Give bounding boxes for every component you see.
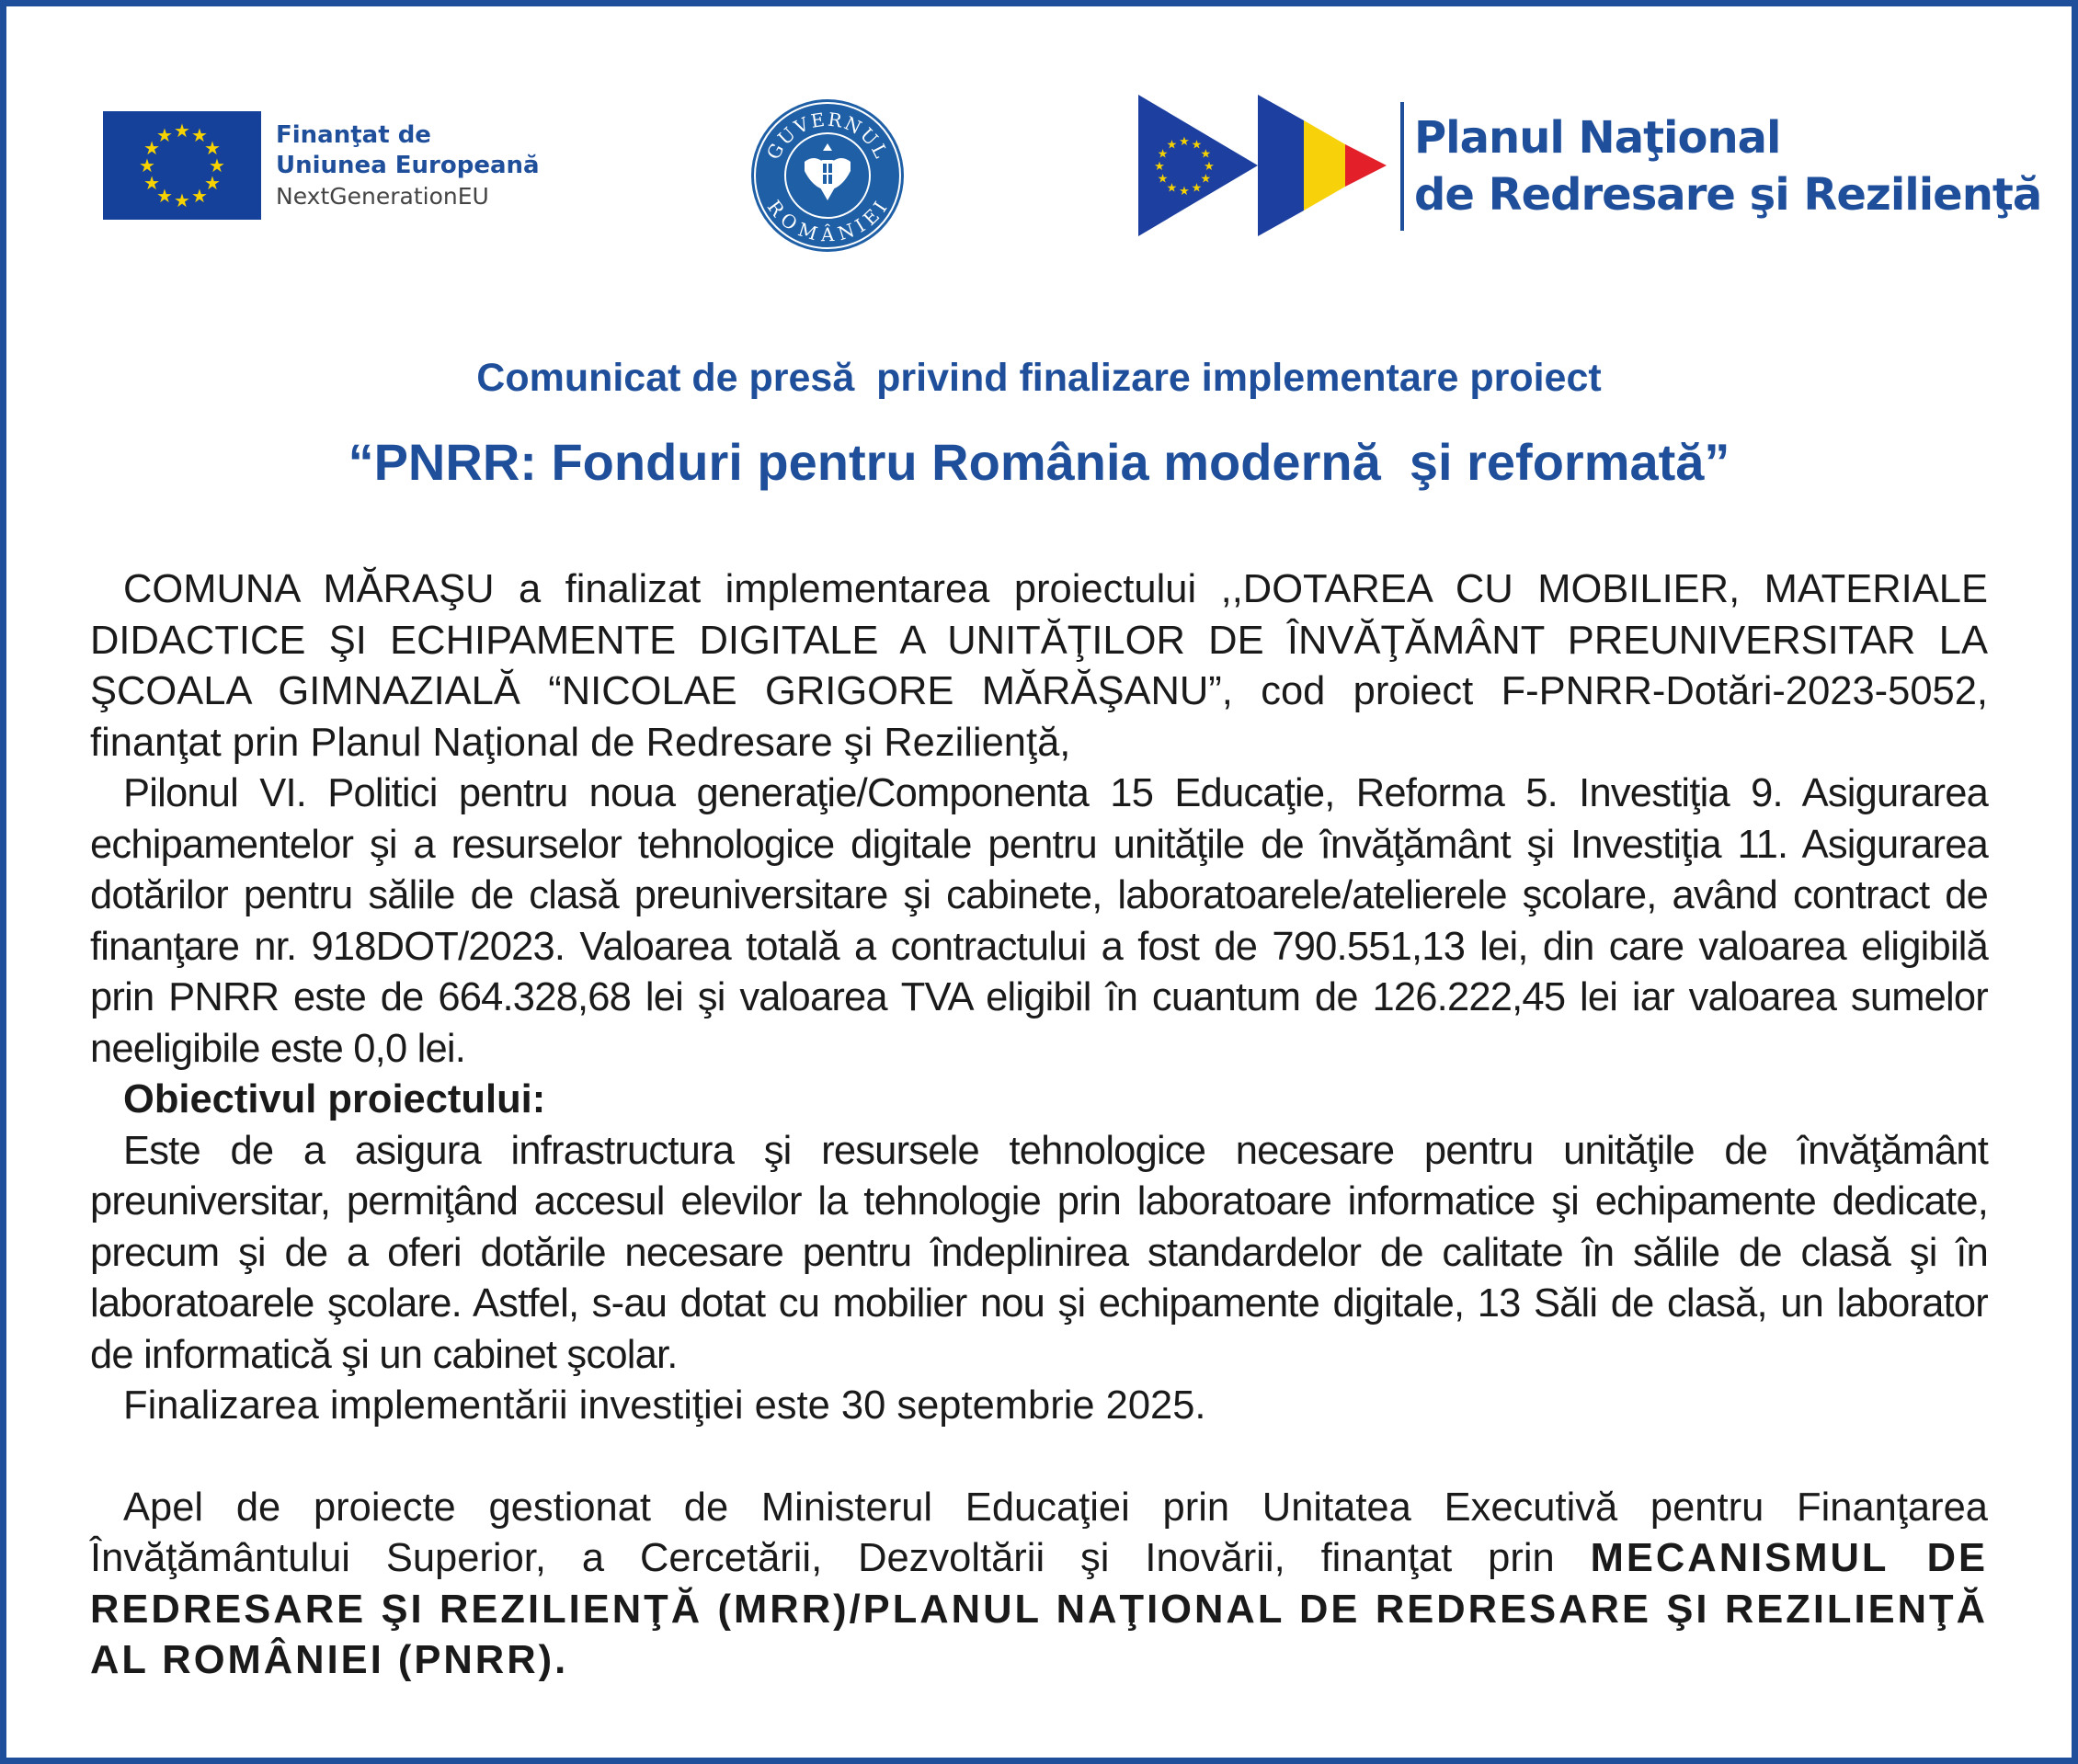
eu-funding-logo xyxy=(103,110,540,221)
eu-star-icon: ★ xyxy=(139,154,155,176)
pnrr-logo xyxy=(1138,95,2042,236)
paragraph-call-for-projects xyxy=(90,1483,1988,1687)
svg-text:GUVERNUL: GUVERNUL xyxy=(761,108,894,164)
pnrr-star-icon: ★ xyxy=(1157,172,1169,187)
pnrr-logo-line2: de Redresare şi Rezilienţă xyxy=(1414,169,2042,221)
press-release-subtitle: Comunicat de presă privind finalizare implementare proiect xyxy=(476,356,1602,400)
eu-logo-line3: NextGenerationEU xyxy=(276,182,489,210)
press-release-body xyxy=(90,564,1988,1687)
eu-star-icon: ★ xyxy=(143,172,161,194)
press-release-title: “PNRR: Fonduri pentru România modernă şi reformată” xyxy=(348,433,1730,491)
pnrr-divider xyxy=(1400,102,1404,231)
pnrr-star-icon: ★ xyxy=(1179,185,1190,199)
eu-star-icon: ★ xyxy=(156,184,173,207)
eu-star-icon: ★ xyxy=(209,154,225,176)
svg-text:ROMÂNIEI: ROMÂNIEI xyxy=(762,196,893,246)
eu-star-icon: ★ xyxy=(191,124,208,147)
eu-star-icon: ★ xyxy=(174,119,190,142)
pnrr-star-icon: ★ xyxy=(1191,181,1203,196)
call-for-projects-text: Apel de proiecte gestionat de Ministerul Educaţiei prin Unitatea Executivă pentru Finanţarea Învăţământului Superior, a Cercetării, Dezvoltării şi Inovării, finanţat prin xyxy=(90,1485,1988,1580)
pnrr-star-icon: ★ xyxy=(1166,181,1178,196)
government-seal-logo xyxy=(749,97,906,254)
government-seal-icon xyxy=(749,97,906,254)
pnrr-star-icon: ★ xyxy=(1157,147,1169,162)
eu-logo-line2: Uniunea Europeană xyxy=(276,151,540,179)
paragraph-funding-details: Pilonul VI. Politici pentru noua generaţie/Componenta 15 Educaţie, Reforma 5. Investiţia 9. Asigurarea echipamentelor şi a resurselor tehnologice digitale pentru unităţile de învăţământ şi Investiţia 11. Asigurarea dotărilor pentru sălile de clasă preuniversitare şi cabinete, laboratoarele/atelierele şcolare, având contract de finanţare nr. 918DOT/2023. Valoarea totală a contractului a fost de 790.551,13 lei, din care valoarea eligibilă prin PNRR este de 664.328,68 lei şi valoarea TVA eligibil în cuantum de 126.222,45 lei iar valoarea sumelor neeligibile este 0,0 lei. xyxy=(90,771,1988,1071)
pnrr-star-icon: ★ xyxy=(1179,135,1190,149)
objective-heading: Obiectivul proiectului: xyxy=(123,1077,546,1121)
eu-star-icon: ★ xyxy=(174,189,190,211)
paragraph-project-intro: COMUNA MĂRAŞU a finalizat implementarea proiectului ,,DOTAREA CU MOBILIER, MATERIALE DIDACTICE ŞI ECHIPAMENTE DIGITALE A UNITĂŢILOR DE ÎNVĂŢĂMÂNT PREUNIVERSITAR LA ŞCOALA GIMNAZIALĂ “NICOLAE GRIGORE MĂRĂŞANU”, cod proiect F-PNRR-Dotări-2023-5052, finanţat prin Planul Naţional de Redresare şi Rezilienţă, xyxy=(90,567,1988,765)
eu-funding-text xyxy=(276,120,540,211)
paragraph-completion-date: Finalizarea implementării investiţiei este 30 septembrie 2025. xyxy=(123,1383,1206,1428)
pnrr-star-icon: ★ xyxy=(1154,160,1165,174)
pnrr-logo-line1: Planul Naţional xyxy=(1414,112,1781,164)
pnrr-star-icon: ★ xyxy=(1200,172,1212,187)
eu-star-icon: ★ xyxy=(156,124,173,147)
pnrr-star-icon: ★ xyxy=(1200,147,1212,162)
pnrr-star-icon: ★ xyxy=(1166,138,1178,153)
pnrr-star-icon: ★ xyxy=(1204,160,1215,174)
eu-star-icon: ★ xyxy=(203,137,221,159)
eu-star-icon: ★ xyxy=(143,137,161,159)
spacer xyxy=(90,1432,1988,1483)
paragraph-objective: Este de a asigura infrastructura şi resursele tehnologice necesare pentru unităţile de învăţământ preuniversitar, permiţând accesul elevilor la tehnologie prin laboratoare informatice şi echipamente dedicate, precum şi de a oferi dotările necesare pentru îndeplinirea standardelor de calitate în sălile de clasă şi în laboratoarele şcolare. Astfel, s-au dotat cu mobilier nou şi echipamente digitale, 13 Săli de clasă, un laborator de informatică şi un cabinet şcolar. xyxy=(90,1128,1988,1377)
pnrr-flag-arrows-icon xyxy=(1138,95,1396,236)
pnrr-star-icon: ★ xyxy=(1191,138,1203,153)
eu-logo-line1: Finanţat de xyxy=(276,120,431,149)
mechanism-name: MECANISMUL DE REDRESARE ŞI REZILIENŢĂ (MRR)/PLANUL NAŢIONAL DE REDRESARE ŞI REZILIENŢĂ AL ROMÂNIEI (PNRR). xyxy=(90,1536,1989,1682)
pnrr-logo-text xyxy=(1414,109,2041,223)
eu-star-icon: ★ xyxy=(191,184,208,207)
eu-star-icon: ★ xyxy=(203,172,221,194)
eu-flag-icon xyxy=(103,111,261,220)
